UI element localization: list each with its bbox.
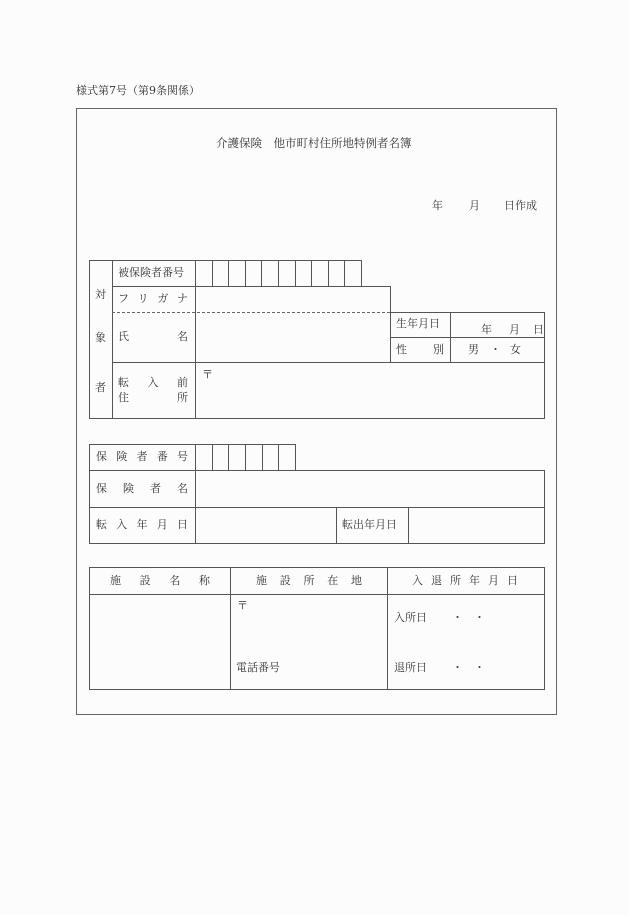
created-month: 月	[469, 199, 480, 212]
label-char: 日	[177, 518, 188, 531]
insured-number-label: 被保険者番号	[118, 266, 184, 279]
header-char: 名	[169, 574, 181, 587]
header-char: 施	[256, 574, 267, 587]
prev-address-char: 前	[177, 376, 188, 389]
prev-address-input[interactable]	[196, 363, 544, 418]
label-char: 転	[96, 518, 107, 531]
admission-dates-cell	[388, 595, 544, 689]
sex-option-female[interactable]: 女	[510, 343, 521, 356]
header-facility-name	[110, 575, 210, 586]
header-char: 月	[488, 574, 499, 587]
move-out-date-input[interactable]	[409, 508, 544, 543]
header-admission-dates	[412, 575, 518, 586]
furigana-char: リ	[137, 292, 149, 305]
prev-address-char: 入	[147, 376, 159, 389]
header-char: 所	[450, 574, 461, 587]
prev-address-label-line1	[118, 377, 188, 388]
header-char: 称	[198, 574, 210, 587]
prev-address-char: 所	[177, 391, 188, 404]
sex-label-char: 別	[433, 343, 444, 356]
move-out-date-label: 転出年月日	[342, 518, 397, 531]
facility-address-input[interactable]	[231, 595, 387, 689]
label-char: 号	[177, 450, 188, 463]
header-char: 地	[351, 574, 362, 587]
admission-label: 入所日	[394, 611, 427, 624]
sex-separator: ・	[490, 343, 501, 356]
name-char: 名	[177, 330, 188, 343]
birth-day-unit: 日	[533, 323, 544, 336]
label-char: 名	[177, 482, 188, 495]
insurer-name-input[interactable]	[196, 471, 544, 506]
prev-address-label-line2	[118, 392, 188, 403]
header-char: 施	[110, 574, 121, 587]
form-reference: 様式第7号（第9条関係）	[76, 84, 200, 97]
label-char: 年	[136, 518, 148, 531]
label-char: 者	[136, 450, 148, 463]
postal-mark-icon: 〒	[202, 368, 213, 381]
sex-label	[396, 344, 444, 355]
side-label-2: 象	[95, 331, 106, 344]
label-char: 番	[156, 450, 168, 463]
sex-label-char: 性	[396, 343, 407, 356]
move-in-date-label	[96, 519, 188, 530]
header-char: 設	[139, 574, 151, 587]
furigana-label	[118, 293, 188, 304]
label-char: 保	[96, 450, 107, 463]
furigana-input[interactable]	[196, 287, 389, 311]
header-char: 年	[469, 574, 480, 587]
name-label	[118, 331, 188, 342]
insurer-name-label	[96, 483, 188, 494]
header-char: 入	[412, 574, 423, 587]
move-in-date-input[interactable]	[196, 508, 336, 543]
discharge-label: 退所日	[394, 661, 427, 674]
created-day: 日作成	[504, 199, 537, 212]
name-input[interactable]	[196, 313, 389, 361]
phone-label: 電話番号	[236, 661, 280, 674]
postal-mark-icon: 〒	[237, 599, 248, 612]
birth-month-unit: 月	[509, 323, 520, 336]
prev-address-char: 転	[118, 376, 129, 389]
header-char: 日	[507, 574, 518, 587]
discharge-date-input[interactable]: ・ ・	[452, 661, 485, 674]
header-char: 在	[327, 574, 339, 587]
side-label-3: 者	[95, 381, 106, 394]
prev-address-char: 住	[118, 391, 129, 404]
label-char: 者	[150, 482, 161, 495]
birth-year-unit: 年	[481, 323, 492, 336]
furigana-char: ナ	[176, 292, 188, 305]
admission-date-input[interactable]: ・ ・	[452, 611, 485, 624]
header-char: 設	[279, 574, 291, 587]
birth-date-input[interactable]	[451, 313, 544, 337]
header-char: 所	[303, 574, 315, 587]
facility-name-input[interactable]	[90, 595, 230, 689]
label-char: 険	[116, 450, 128, 463]
label-char: 月	[156, 518, 168, 531]
name-char: 氏	[118, 330, 129, 343]
header-char: 退	[431, 574, 442, 587]
created-year: 年	[432, 199, 443, 212]
label-char: 保	[96, 482, 107, 495]
side-label-1: 対	[95, 288, 106, 301]
sex-option-male[interactable]: 男	[468, 343, 479, 356]
label-char: 入	[116, 518, 128, 531]
insurer-number-label	[96, 451, 188, 462]
label-char: 険	[123, 482, 134, 495]
birth-date-label: 生年月日	[396, 317, 440, 330]
furigana-char: ガ	[157, 292, 169, 305]
header-facility-address	[256, 575, 362, 586]
furigana-char: フ	[118, 292, 129, 305]
form-title: 介護保険 他市町村住所地特例者名簿	[216, 136, 412, 150]
